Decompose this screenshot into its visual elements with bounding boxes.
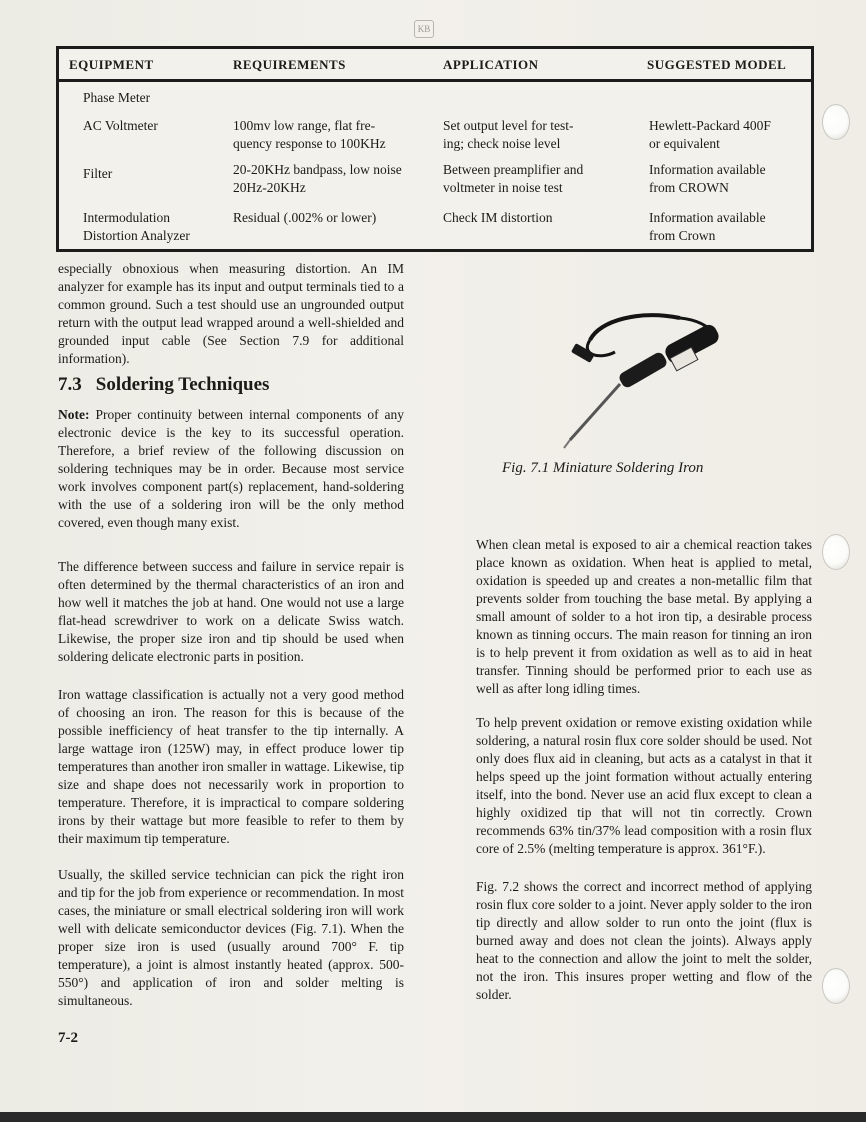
table-cell-requirements: 20-20KHz bandpass, low noise (233, 162, 402, 177)
table-cell-requirements: 20Hz-20KHz (233, 180, 306, 195)
table-cell-model: Information available (649, 210, 766, 225)
table-cell-equipment: Distortion Analyzer (83, 228, 190, 243)
punch-hole (822, 534, 850, 570)
section-heading (58, 374, 269, 396)
table-cell-equipment: Phase Meter (83, 90, 151, 105)
note-label: Note: (58, 407, 90, 422)
table-cell-application: ing; check noise level (443, 136, 561, 151)
table-cell-model: from Crown (649, 228, 716, 243)
paragraph-prevent-oxidation: To help prevent oxidation or remove existing oxidation while soldering, a natural rosin flux core solder should be used. Not only does flux aid in cleaning, but acts as a catalyst in that it helps speed up the joint formation without actually entering itself, into the bond. Never use an acid flux except to clean a highly oxidized tip that will not tin correctly. Crown recommends 63% tin/37% lead composition with a rosin flux core of 2.5% (melting temperature is approx. 361°F.). (476, 715, 812, 856)
figure-caption: Fig. 7.1 Miniature Soldering Iron (502, 460, 704, 476)
table-cell-application: Between preamplifier and (443, 162, 584, 177)
paragraph-intro: especially obnoxious when measuring distortion. An IM analyzer for example has its input and output terminals tied to a common ground. Such a test should use an ungrounded output return with the output lead wrapped around a well-shielded and grounded input cable (See Section 7.9 for additional information). (58, 261, 404, 366)
punch-hole (822, 104, 850, 140)
table-cell-application: voltmeter in noise test (443, 180, 563, 195)
table-cell-model: or equivalent (649, 136, 720, 151)
note-text: Proper continuity between internal components of any electronic device is the key to its successful operation. Therefore, a brief review of the following discussion on soldering techniques may be in order. Because most service work involves component part(s) replacement, hand-soldering with the use of a soldering iron will be the only method covered, even though many exist. (58, 407, 405, 530)
table-cell-requirements: 100mv low range, flat fre- (233, 118, 376, 133)
table-cell-application: Check IM distortion (443, 210, 553, 225)
page-number: 7-2 (58, 1030, 78, 1046)
soldering-iron-figure (560, 300, 760, 450)
bottom-edge-bar (0, 1112, 866, 1122)
table-header (59, 49, 811, 82)
top-page-mark: KB (414, 20, 434, 38)
header-suggested-model: SUGGESTED MODEL (647, 57, 787, 72)
table-cell-equipment: Intermodulation (83, 210, 170, 225)
table-cell-requirements: quency response to 100KHz (233, 136, 386, 151)
paragraph-usually: Usually, the skilled service technician can pick the right iron and tip for the job from experience or recommendation. In most cases, the miniature or small electrical soldering iron will work well with delicate semiconductor devices (Fig. 7.1). When the proper size iron is used (usually around 700° F. tip temperature), a joint is almost instantly heated (approx. 500-550°) and application of iron and solder melting is simultaneous. (58, 867, 404, 1008)
paragraph-note (58, 406, 404, 532)
table-cell-model: from CROWN (649, 180, 729, 195)
paragraph-difference: The difference between success and failure in service repair is often determined by the thermal characteristics of an iron and how well it matches the job at hand. One would not use a large flat-head screwdriver to work on a delicate Swiss watch. Likewise, the proper size iron and tip should be used when soldering delicate electronic parts in position. (58, 559, 404, 664)
table-cell-equipment: Filter (83, 166, 113, 181)
header-equipment: EQUIPMENT (69, 57, 154, 72)
section-number: 7.3 (58, 374, 82, 395)
table-cell-model: Hewlett-Packard 400F (649, 118, 771, 133)
table-cell-requirements: Residual (.002% or lower) (233, 210, 377, 225)
table-cell-equipment: AC Voltmeter (83, 118, 158, 133)
paragraph-oxidation: When clean metal is exposed to air a chemical reaction takes place known as oxidation. When heat is applied to metal, oxidation is speeded up and creates a non-metallic film that prevents solder from touching the base metal. By applying a small amount of solder to a hot iron tip, a desirable process known as tinning occurs. The main reason for tinning an iron is to help prevent it from oxidation as well as to aid in heat transfer. Tinning should be performed prior to each use as well as after long idling times. (476, 537, 812, 696)
paragraph-wattage: Iron wattage classification is actually not a very good method of choosing an iron. The reason for this is because of the possible inefficiency of heat transfer to the tip internally. A large wattage iron (125W) may, in effect produce lower tip temperatures than another iron smaller in wattage. Likewise, tip size and shape does not necessarily work in proportion to temperature. Therefore, it is impractical to compare soldering irons by their wattage but more feasible to refer to them by their maximum tip temperature. (58, 687, 404, 846)
table-cell-application: Set output level for test- (443, 118, 574, 133)
header-requirements: REQUIREMENTS (233, 57, 346, 72)
section-title: Soldering Techniques (95, 374, 270, 395)
header-application: APPLICATION (443, 57, 539, 72)
table-cell-model: Information available (649, 162, 766, 177)
equipment-table (56, 46, 814, 252)
paragraph-fig72: Fig. 7.2 shows the correct and incorrect method of applying rosin flux core solder to a joint. Never apply solder to the iron tip directly and allow solder to run onto the joint (flux is burned away and does not clean the joints). Always apply heat to the connection and allow the joint to melt the solder, not the iron. This insures proper wetting and flow of the solder. (476, 879, 812, 1002)
punch-hole (822, 968, 850, 1004)
